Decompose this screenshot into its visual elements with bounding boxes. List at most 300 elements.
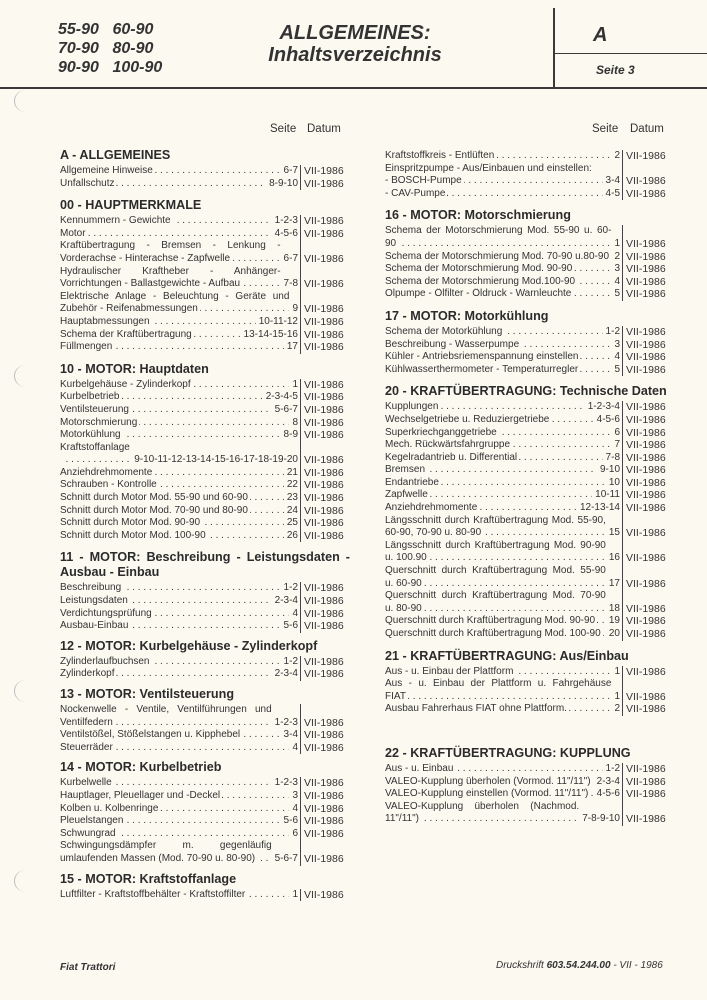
entry-date: VII-1986: [622, 615, 672, 628]
punch-hole: [14, 365, 37, 387]
toc-entry[interactable]: [385, 452, 672, 465]
entry-title-cell: [385, 540, 606, 565]
entry-date: [300, 442, 350, 455]
entry-title: Anziehdrehmomente: [385, 502, 478, 514]
toc-entry[interactable]: [60, 178, 350, 191]
entry-title-cell: [60, 668, 272, 681]
toc-entry[interactable]: [385, 427, 672, 440]
entry-date: VII-1986: [622, 515, 672, 540]
entry-page: 2-3-4: [596, 775, 620, 787]
entry-page: 23: [286, 492, 298, 504]
entry-title-cell: [60, 505, 284, 518]
section-heading: 12 - MOTOR: Kurbelgehäuse - Zylinderkopf: [60, 638, 318, 653]
entry-title-cell: [385, 163, 617, 176]
entry-date: VII-1986: [300, 668, 350, 681]
toc-entry[interactable]: [60, 595, 350, 608]
entry-date: VII-1986: [300, 790, 350, 803]
model: 100-90: [112, 59, 163, 76]
entry-title: Kennummern - Gewichte: [60, 215, 171, 227]
entry-date: VII-1986: [622, 175, 672, 188]
punch-hole: [14, 870, 37, 892]
entry-title-cell: [385, 414, 594, 427]
entry-date: VII-1986: [622, 477, 672, 490]
toc-entry[interactable]: [60, 803, 350, 816]
toc-section: [60, 198, 350, 354]
entry-title: Motorschmierung: [60, 416, 138, 428]
print-date: - VII - 1986: [613, 960, 663, 971]
entry-title: Aus - u. Einbau der Plattform: [385, 665, 514, 677]
entry-title-cell: [385, 251, 611, 264]
toc-entry[interactable]: [60, 291, 350, 316]
entry-date: VII-1986: [622, 225, 672, 250]
entry-page: 10-11-12: [258, 315, 298, 327]
entry-page: 4: [292, 741, 298, 753]
toc-entry[interactable]: [60, 228, 350, 241]
entry-title: Olpumpe - Ölfilter - Öldruck - Warnleuchte: [385, 288, 572, 300]
entry-title-cell: [385, 263, 611, 276]
entry-title-cell: [385, 188, 603, 201]
entry-title-cell: [385, 464, 597, 477]
entry-title-cell: [385, 477, 606, 490]
toc-entry[interactable]: [385, 703, 672, 716]
entry-date: VII-1986: [300, 316, 350, 329]
entry-title-cell: [60, 704, 272, 729]
entry-title-cell: [385, 788, 594, 801]
toc-entry[interactable]: [385, 251, 672, 264]
entry-title: [60, 454, 62, 465]
entry-page: 18: [608, 602, 620, 614]
entry-title-cell: [60, 729, 281, 742]
punch-hole: [14, 680, 37, 702]
toc-entry[interactable]: [60, 729, 350, 742]
toc-entry[interactable]: [385, 565, 672, 590]
toc-entry[interactable]: [60, 479, 350, 492]
entry-date: VII-1986: [622, 351, 672, 364]
entry-title-cell: [385, 339, 611, 352]
toc-entry[interactable]: [60, 656, 350, 669]
entry-page: 21: [286, 466, 298, 478]
toc-entry[interactable]: [60, 442, 350, 455]
entry-page: 6: [614, 426, 620, 438]
toc-entry[interactable]: [60, 815, 350, 828]
entry-title: Allgemeine Hinweise: [60, 165, 153, 176]
entry-title: Aus - u. Einbau: [385, 762, 454, 774]
toc-entry[interactable]: [60, 454, 350, 467]
entry-title-cell: [385, 666, 611, 679]
entry-title-cell: [385, 763, 603, 776]
entry-title-cell: [385, 515, 606, 540]
entry-title-cell: [385, 439, 611, 452]
entry-title: Schwungrad: [60, 827, 116, 839]
toc-entry[interactable]: [385, 414, 672, 427]
entry-page: 4-5-6: [274, 227, 298, 239]
entry-date: VII-1986: [300, 165, 350, 178]
toc-entry[interactable]: [60, 391, 350, 404]
entry-date: VII-1986: [300, 828, 350, 841]
entry-page: 1: [614, 237, 620, 249]
entry-date: VII-1986: [300, 595, 350, 608]
entry-date: VII-1986: [622, 401, 672, 414]
page-title: [230, 22, 480, 66]
page-number: Seite 3: [596, 63, 635, 77]
toc-entry[interactable]: [385, 175, 672, 188]
toc-entry[interactable]: [385, 339, 672, 352]
entry-date: VII-1986: [300, 803, 350, 816]
toc-entry[interactable]: [385, 477, 672, 490]
entry-date: VII-1986: [622, 339, 672, 352]
entry-title: Verdichtungsprüfung: [60, 607, 152, 619]
entry-date: VII-1986: [300, 329, 350, 342]
section-heading: 11 - MOTOR: Beschreibung - Leistungsdaten - Ausbau - Einbau: [60, 550, 350, 580]
toc-entry[interactable]: [60, 215, 350, 228]
toc-entry[interactable]: [60, 404, 350, 417]
entry-page: 2: [614, 250, 620, 262]
toc-entry[interactable]: [60, 608, 350, 621]
entry-page: 3: [614, 338, 620, 350]
toc-entry[interactable]: [60, 329, 350, 342]
toc-entry[interactable]: [385, 225, 672, 250]
toc-entry[interactable]: [385, 666, 672, 679]
entry-date: VII-1986: [300, 178, 350, 191]
entry-page: 25: [286, 517, 298, 529]
entry-title: Endantriebe: [385, 476, 439, 488]
column-header-date: Datum: [630, 123, 664, 135]
entry-page: 1-2: [283, 655, 298, 667]
section-heading: 21 - KRAFTÜBERTRAGUNG: Aus/Einbau: [385, 648, 629, 663]
toc-entry[interactable]: [385, 401, 672, 414]
model: 55-90: [58, 21, 99, 38]
toc-entry[interactable]: [385, 590, 672, 615]
entry-date: VII-1986: [300, 266, 350, 291]
toc-entry[interactable]: [385, 464, 672, 477]
entry-date: VII-1986: [300, 492, 350, 505]
footer-brand: Fiat Trattori: [60, 962, 116, 973]
punch-hole: [14, 90, 37, 112]
toc-entry[interactable]: [60, 467, 350, 480]
toc-entry[interactable]: [60, 828, 350, 841]
entry-title-cell: [385, 678, 611, 703]
entry-date: VII-1986: [300, 391, 350, 404]
entry-title: Zapfwelle: [385, 489, 428, 501]
entry-title-cell: [60, 329, 241, 342]
toc-entry[interactable]: [60, 165, 350, 178]
entry-title: Bremsen: [385, 464, 426, 476]
section-letter: A: [593, 24, 608, 46]
entry-title: Kurbelwelle: [60, 777, 112, 789]
entry-page: 3-4: [605, 175, 620, 187]
entry-date: VII-1986: [622, 452, 672, 465]
section-heading: 10 - MOTOR: Hauptdaten: [60, 361, 209, 376]
entry-title: Beschreibung: [60, 582, 122, 594]
entry-page: 1-2-3-4: [587, 401, 620, 413]
entry-title-cell: [385, 364, 611, 377]
entry-date: VII-1986: [622, 276, 672, 289]
toc-entry[interactable]: [385, 540, 672, 565]
entry-title-cell: [60, 815, 281, 828]
entry-page: 17: [608, 577, 620, 589]
title-line-1: ALLGEMEINES:: [279, 22, 431, 44]
toc-section: [385, 384, 672, 640]
section-heading: 00 - HAUPTMERKMALE: [60, 198, 202, 213]
entry-title: Zylinderlaufbuchsen: [60, 655, 150, 667]
section-heading: A - ALLGEMEINES: [60, 148, 171, 162]
entry-title-cell: [60, 165, 281, 178]
entry-date: VII-1986: [300, 608, 350, 621]
toc-entry[interactable]: [60, 582, 350, 595]
entry-title: Motorkühlung: [60, 429, 121, 441]
entry-title-cell: [60, 840, 272, 865]
entry-date: VII-1986: [622, 439, 672, 452]
toc-entry[interactable]: [385, 364, 672, 377]
column-header-page: Seite: [592, 123, 619, 135]
toc-entry[interactable]: [60, 790, 350, 803]
entry-title: Pleuelstangen: [60, 815, 124, 827]
toc-entry[interactable]: [385, 763, 672, 776]
toc-entry[interactable]: [60, 417, 350, 430]
entry-page: 3: [292, 789, 298, 801]
entry-title-cell: [385, 590, 606, 615]
toc-entry[interactable]: [385, 150, 672, 163]
entry-date: VII-1986: [300, 417, 350, 430]
entry-date: VII-1986: [622, 263, 672, 276]
toc-entry[interactable]: [385, 326, 672, 339]
entry-page: 1: [292, 888, 298, 900]
entry-date: VII-1986: [622, 776, 672, 789]
entry-title-cell: [60, 215, 272, 228]
entry-date: VII-1986: [300, 840, 350, 865]
entry-title: Elektrische Anlage - Beleuchtung - Geräte und Zubehör - Reifenabmessungen: [60, 290, 290, 315]
entry-title: Schema der Motorschmierung Mod. 70-90 u.80-90: [385, 250, 610, 262]
toc-entry[interactable]: [385, 615, 672, 628]
toc-entry[interactable]: [60, 266, 350, 291]
entry-date: VII-1986: [622, 666, 672, 679]
entry-title: Anziehdrehmomente: [60, 466, 153, 478]
entry-title: Aus - u. Einbau der Plattform u. Fahrgehäuse FIAT: [385, 678, 612, 702]
toc-entry[interactable]: [385, 439, 672, 452]
toc-section: [385, 150, 672, 200]
entry-title-cell: [60, 492, 284, 505]
entry-date: VII-1986: [300, 467, 350, 480]
entry-title-cell: [60, 404, 272, 417]
entry-title: Kraftübertragung - Bremsen - Lenkung - Vorderachse - Hinterachse - Zapfwelle: [60, 240, 281, 264]
entry-title-cell: [60, 178, 266, 191]
entry-date: VII-1986: [300, 291, 350, 316]
entry-page: 10-11: [595, 489, 620, 501]
entry-page: 3-4: [283, 729, 298, 741]
footer-print-reference: [496, 960, 663, 971]
toc-section: [385, 309, 672, 376]
section-heading: 15 - MOTOR: Kraftstoffanlage: [60, 871, 237, 886]
section-heading: 13 - MOTOR: Ventilsteuerung: [60, 687, 235, 701]
entry-title: Schnitt durch Motor Mod. 70-90 und 80-90: [60, 504, 248, 516]
entry-page: 6-7: [283, 165, 298, 176]
entry-page: 1-2: [283, 582, 298, 594]
toc-section: [60, 362, 350, 543]
entry-date: VII-1986: [622, 427, 672, 440]
entry-page: 5: [614, 288, 620, 300]
toc-entry[interactable]: [385, 628, 672, 641]
entry-title-cell: [60, 828, 289, 841]
entry-title: Schrauben - Kontrolle: [60, 479, 157, 491]
entry-title-cell: [385, 502, 577, 515]
entry-date: VII-1986: [300, 815, 350, 828]
entry-title-cell: [60, 656, 281, 669]
toc-entry[interactable]: [60, 341, 350, 354]
entry-title: Luftfilter - Kraftstoffbehälter - Kraftstoffilter: [60, 888, 246, 900]
entry-title: Längsschnitt durch Kraftübertragung Mod. 55-90, 60-90, 70-90 u. 80-90: [385, 514, 606, 539]
entry-title-cell: [385, 801, 579, 826]
toc-section: [60, 639, 350, 681]
toc-entry[interactable]: [385, 288, 672, 301]
entry-date: VII-1986: [622, 788, 672, 801]
header-rule: [0, 87, 707, 89]
entry-page: 1-2-3: [274, 716, 298, 728]
entry-page: 4-5: [605, 187, 620, 199]
entry-title-cell: [60, 517, 284, 530]
entry-page: 22: [286, 479, 298, 491]
entry-title: Schnitt durch Motor Mod. 100-90: [60, 529, 206, 541]
entry-title: Querschnitt durch Kraftübertragung Mod. 70-90 u. 80-90: [385, 590, 606, 614]
entry-title-cell: [385, 615, 606, 628]
column-header-date: Datum: [307, 123, 341, 135]
entry-title: Füllmengen: [60, 341, 113, 353]
toc-entry[interactable]: [385, 788, 672, 801]
toc-entry[interactable]: [60, 742, 350, 755]
entry-date: VII-1986: [300, 620, 350, 633]
model-list: [58, 20, 162, 77]
entry-title: Ausbau Fahrerhaus FIAT ohne Plattform.: [385, 703, 567, 715]
entry-title: Kraftstoffanlage: [60, 441, 130, 453]
toc-entry[interactable]: [60, 429, 350, 442]
entry-date: [622, 163, 672, 176]
toc-entry[interactable]: [385, 263, 672, 276]
entry-title: Schema der Motorschmierung Mod. 90-90: [385, 263, 573, 275]
entry-page: 9-10-11-12-13-14-15-16-17-18-19-20: [134, 454, 298, 466]
entry-page: 17: [286, 341, 298, 353]
section-heading: 16 - MOTOR: Motorschmierung: [385, 208, 571, 223]
toc-entry[interactable]: [385, 678, 672, 703]
entry-title-cell: [385, 276, 611, 289]
toc-entry[interactable]: [385, 163, 672, 176]
entry-title-cell: [385, 225, 611, 250]
toc-entry[interactable]: [385, 188, 672, 201]
section-heading: 14 - MOTOR: Kurbelbetrieb: [60, 760, 222, 775]
toc-entry[interactable]: [60, 492, 350, 505]
entry-date: VII-1986: [300, 704, 350, 729]
entry-title-cell: [60, 889, 289, 902]
entry-page: 4: [614, 275, 620, 287]
entry-title-cell: [60, 379, 289, 392]
model: 80-90: [112, 40, 154, 57]
entry-date: VII-1986: [622, 414, 672, 427]
entry-page: 1-2: [605, 762, 620, 774]
entry-date: VII-1986: [300, 240, 350, 265]
toc-entry[interactable]: [60, 379, 350, 392]
entry-title-cell: [60, 341, 284, 354]
entry-page: 7: [614, 439, 620, 451]
entry-date: VII-1986: [300, 404, 350, 417]
model: 90-90: [58, 59, 99, 76]
entry-title-cell: [60, 417, 289, 430]
entry-title-cell: [385, 703, 611, 716]
entry-title: Mech. Rückwärtsfahrgruppe: [385, 439, 511, 451]
toc-entry[interactable]: [385, 489, 672, 502]
entry-title-cell: [60, 228, 272, 241]
entry-date: VII-1986: [622, 489, 672, 502]
entry-page: 24: [286, 504, 298, 516]
entry-page: 1: [614, 665, 620, 677]
toc-right-column: [385, 142, 672, 826]
entry-page: 5: [614, 363, 620, 375]
toc-entry[interactable]: [60, 668, 350, 681]
entry-title: Ausbau-Einbau: [60, 620, 129, 632]
entry-date: VII-1986: [622, 540, 672, 565]
toc-entry[interactable]: [60, 505, 350, 518]
entry-title: Kühler - Antriebsriemenspannung einstellen: [385, 351, 579, 363]
entry-title-cell: [60, 467, 284, 480]
entry-title: - CAV-Pumpe: [385, 187, 446, 199]
toc-entry[interactable]: [385, 351, 672, 364]
entry-page: 8: [292, 416, 298, 428]
entry-page: 2-3-4-5: [265, 391, 298, 403]
toc-entry[interactable]: [60, 704, 350, 729]
toc-section: [60, 872, 350, 902]
header-divider: [553, 8, 555, 88]
entry-title: Kolben u. Kolbenringe: [60, 802, 159, 814]
entry-page: 19: [608, 615, 620, 627]
print-label: Druckshrift: [496, 960, 544, 971]
entry-date: VII-1986: [622, 150, 672, 163]
entry-date: VII-1986: [300, 530, 350, 543]
toc-entry[interactable]: [385, 502, 672, 515]
entry-title: Schnitt durch Motor Mod. 55-90 und 60-90: [60, 492, 248, 504]
entry-page: 1: [614, 690, 620, 702]
entry-page: 9: [292, 303, 298, 315]
entry-title: Hauptabmessungen: [60, 315, 150, 327]
toc-entry[interactable]: [60, 240, 350, 265]
toc-entry[interactable]: [60, 889, 350, 902]
toc-entry[interactable]: [60, 517, 350, 530]
toc-entry[interactable]: [60, 530, 350, 543]
entry-title-cell: [60, 595, 272, 608]
section-heading: 22 - KRAFTÜBERTRAGUNG: KUPPLUNG: [385, 745, 631, 760]
entry-title-cell: [385, 288, 611, 301]
toc-section: [385, 208, 672, 301]
toc-entry[interactable]: [385, 515, 672, 540]
entry-date: VII-1986: [622, 763, 672, 776]
column-header-page: Seite: [270, 123, 297, 135]
entry-page: 4-5-6: [596, 788, 620, 800]
toc-entry[interactable]: [385, 276, 672, 289]
entry-title-cell: [385, 150, 611, 163]
entry-date: VII-1986: [300, 454, 350, 467]
toc-entry[interactable]: [60, 316, 350, 329]
toc-entry[interactable]: [60, 620, 350, 633]
toc-entry[interactable]: [385, 801, 672, 826]
entry-title-cell: [385, 175, 603, 188]
toc-entry[interactable]: [60, 840, 350, 865]
entry-title-cell: [385, 628, 606, 641]
entry-title-cell: [60, 803, 289, 816]
entry-title: Nockenwelle - Ventile, Ventilführungen und Ventilfedern: [60, 704, 272, 728]
entry-date: VII-1986: [622, 801, 672, 826]
entry-title: VALEO-Kupplung überholen (Vormod. 11"/11"): [385, 775, 591, 787]
toc-entry[interactable]: [385, 776, 672, 789]
entry-title: Wechselgetriebe u. Reduziergetriebe: [385, 413, 550, 425]
entry-date: VII-1986: [300, 479, 350, 492]
toc-entry[interactable]: [60, 777, 350, 790]
entry-page: 2-3-4: [274, 595, 298, 607]
